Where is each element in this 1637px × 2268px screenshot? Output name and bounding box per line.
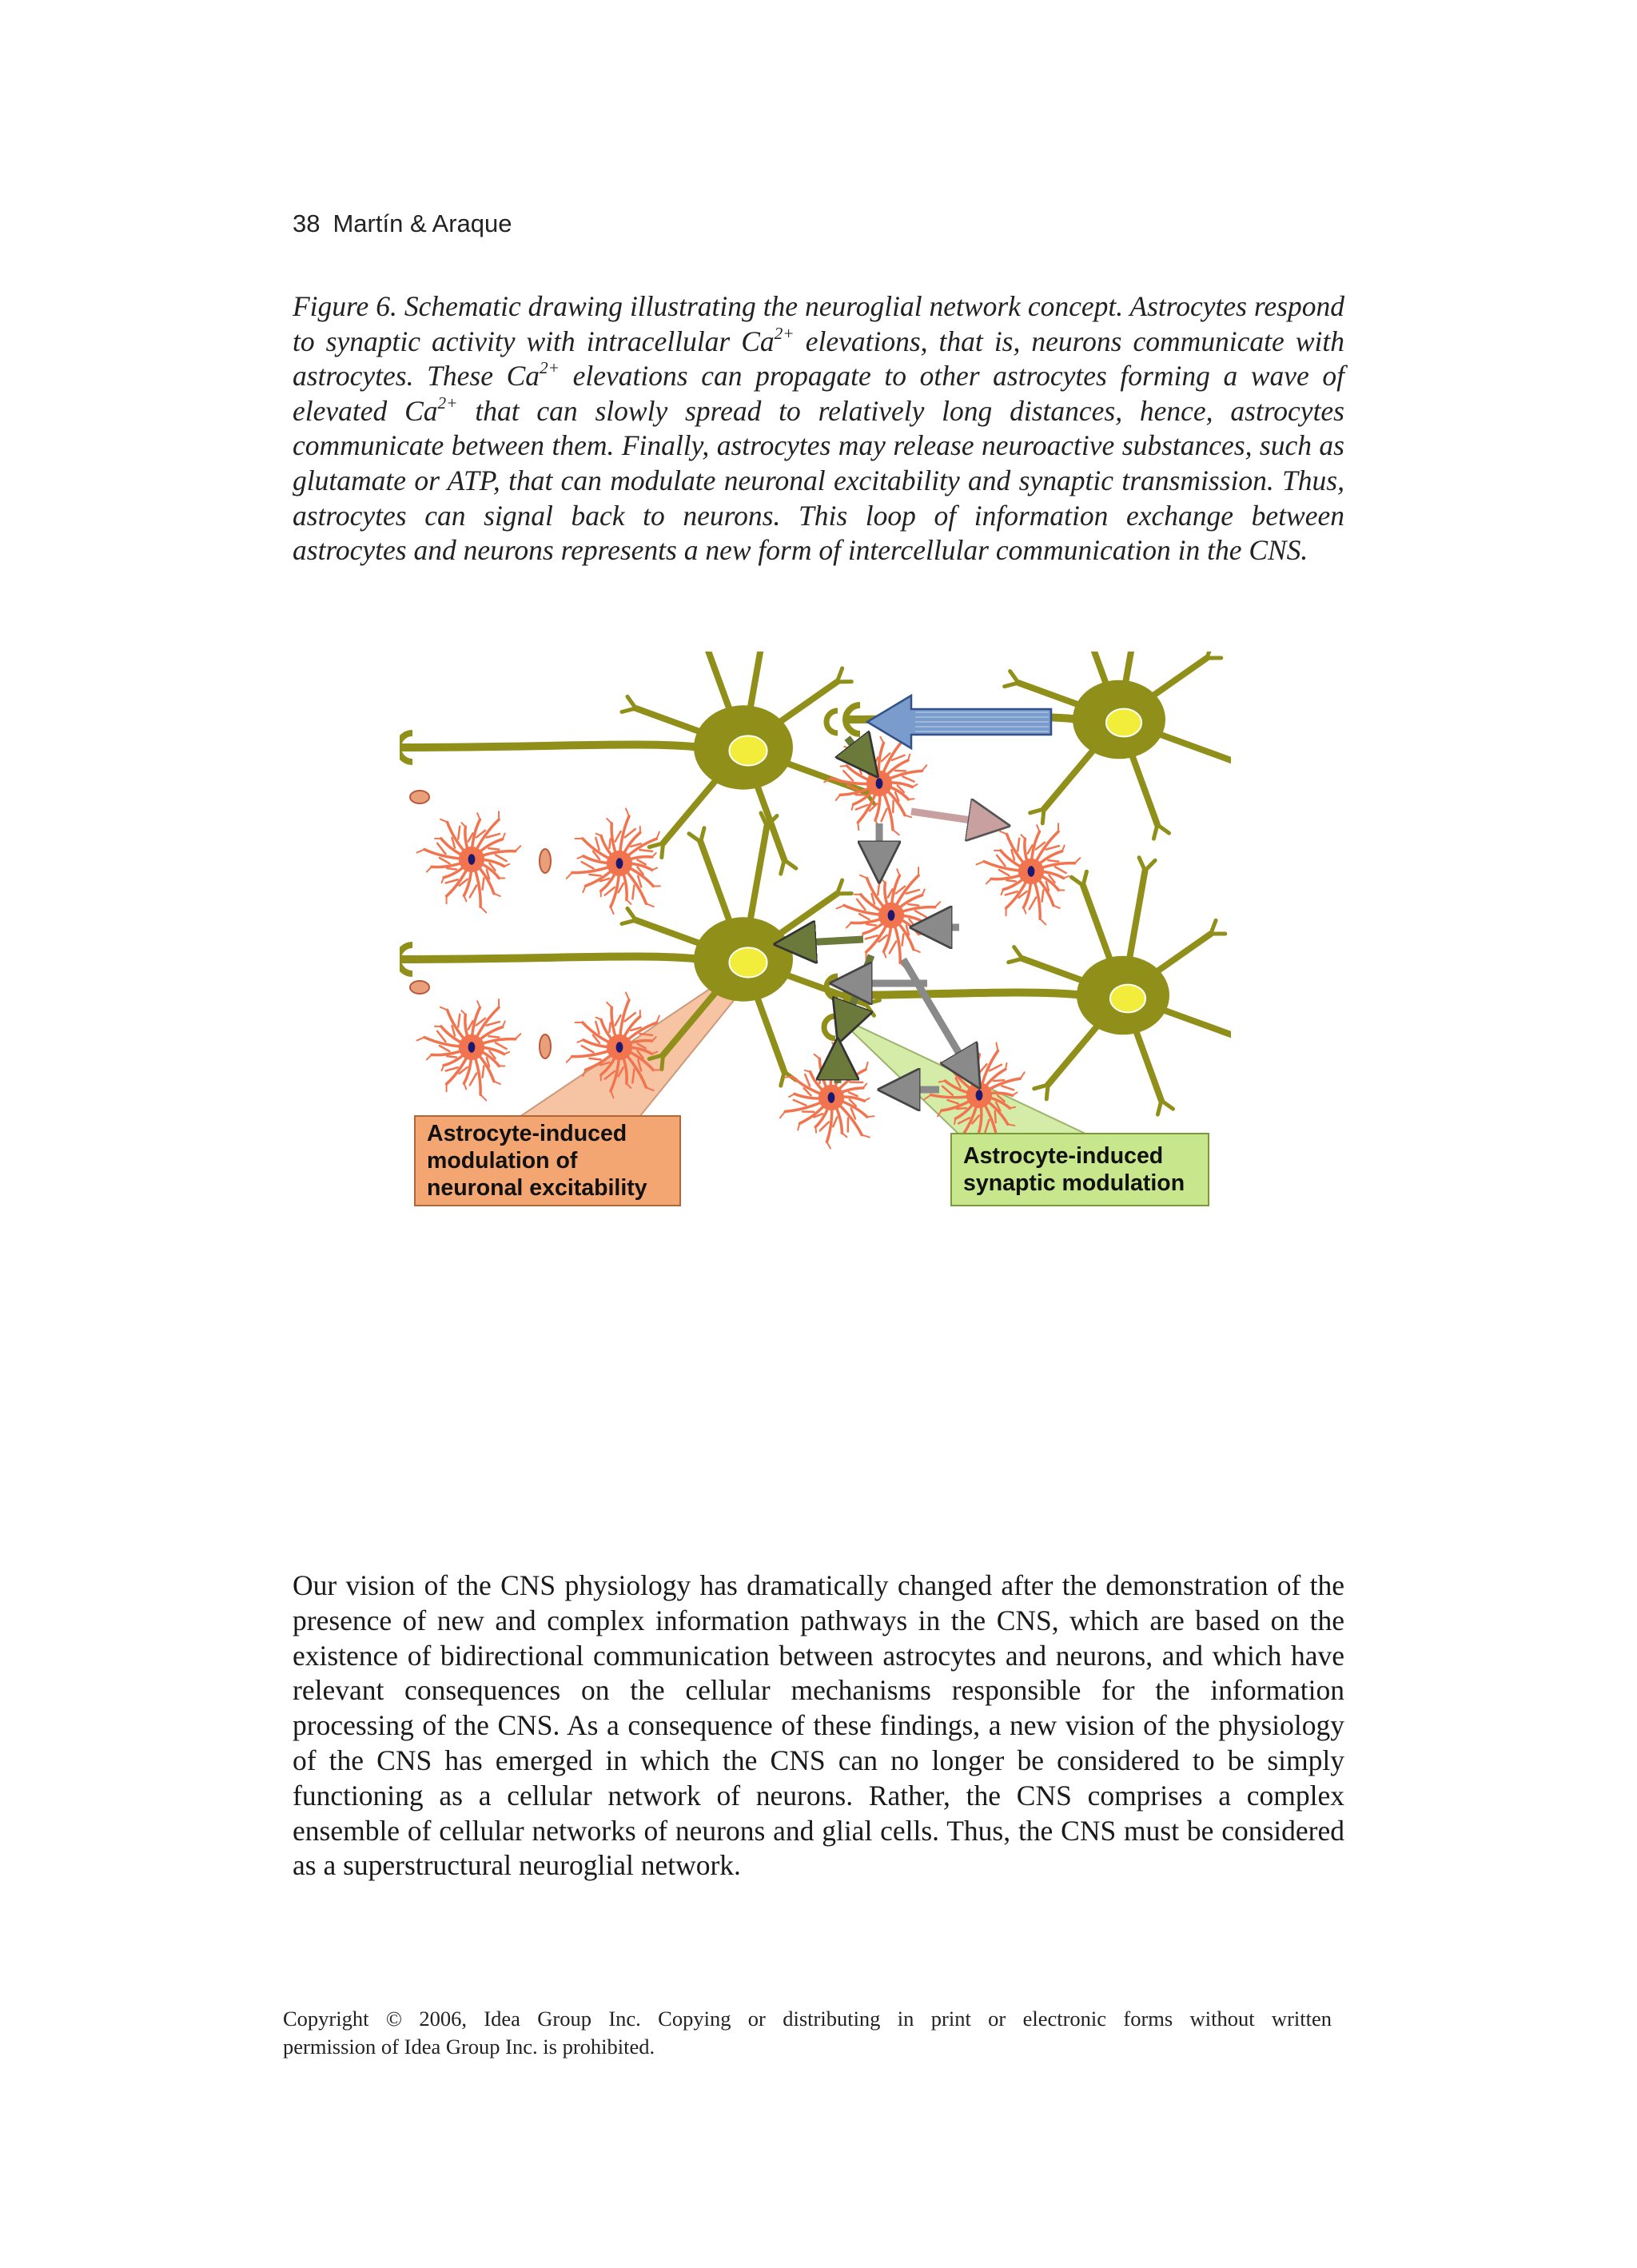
copyright-line-1: Copyright © 2006, Idea Group Inc. Copying or distributing in print or electronic forms without written bbox=[283, 2007, 1332, 2031]
neuron-top-left bbox=[400, 652, 879, 874]
label-excitability-line-3: neuronal excitability bbox=[427, 1175, 647, 1201]
body-paragraph: Our vision of the CNS physiology has dramatically changed after the demonstration of the presence of new and complex information pathways in the CNS, which are based on the existence of bidirectional communication between astrocytes and neurons, and which have relevant consequences on the cellular mechanisms responsible for the information processing of the CNS. As a consequence of these findings, a new vision of the physiology of the CNS has emerged in which the CNS can no longer be considered to be simply functioning as a cellular network of neurons. Rather, the CNS comprises a complex ensemble of cellular networks of neurons and glial cells. Thus, the CNS must be considered as a superstructural neuroglial network. bbox=[293, 1569, 1344, 1882]
gap-junction-2 bbox=[540, 1034, 551, 1058]
figure-caption bbox=[293, 289, 1344, 568]
astrocyte-endfoot-2 bbox=[410, 981, 429, 994]
astrocyte-1 bbox=[417, 811, 521, 912]
label-excitability-line-2: modulation of bbox=[427, 1148, 578, 1174]
caption-text-2: elevations, that is, neurons communicate with astrocytes. These Ca bbox=[293, 325, 1344, 393]
astrocyte-8 bbox=[780, 1042, 874, 1148]
caption-text-4: that can slowly spread to relatively long distances, hence, astrocytes communicate between them. Finally, astrocytes may release neuroactive substances, such as glutamate or ATP, that can modulate neuronal excitability and synaptic transmission. Thus, astrocytes can signal back to neurons. This loop of information exchange between astrocytes and neurons represents a new form of intercellular communication in the CNS. bbox=[293, 394, 1345, 567]
astrocyte-endfoot-1 bbox=[410, 791, 429, 803]
neuroglial-network-figure bbox=[400, 652, 1231, 1219]
label-synaptic-line-2: synaptic modulation bbox=[963, 1170, 1185, 1196]
label-synaptic-line-1: Astrocyte-induced bbox=[963, 1143, 1164, 1169]
gap-junction-1 bbox=[540, 849, 551, 873]
copyright-line-2: permission of Idea Group Inc. is prohibited. bbox=[283, 2035, 655, 2059]
caption-text-1: Figure 6. Schematic drawing illustrating the neuroglial network concept. Astrocytes respond to synaptic activity with intracellular Ca bbox=[293, 290, 1344, 357]
caption-superscript-1: 2+ bbox=[774, 323, 795, 343]
running-head bbox=[293, 209, 512, 238]
caption-superscript-2: 2+ bbox=[540, 358, 560, 378]
label-excitability-line-1: Astrocyte-induced bbox=[427, 1121, 627, 1146]
astrocyte-3 bbox=[417, 999, 521, 1100]
arrow-astrocyte-to-neuron bbox=[791, 939, 863, 943]
page-number: 38 bbox=[293, 209, 321, 237]
caption-text-3: elevations can propagate to other astrocytes forming a wave of elevated Ca bbox=[293, 360, 1345, 427]
running-head-authors: Martín & Araque bbox=[333, 209, 512, 237]
astrocyte-6 bbox=[977, 823, 1081, 924]
arrow-astro-wave-2 bbox=[911, 811, 993, 823]
synaptic-bouton-1 bbox=[826, 711, 838, 733]
astrocyte-7 bbox=[837, 867, 941, 968]
copyright-notice bbox=[283, 2005, 1332, 2061]
astrocyte-2 bbox=[567, 809, 660, 915]
label-neuronal-excitability bbox=[414, 1115, 681, 1206]
caption-superscript-3: 2+ bbox=[437, 393, 458, 413]
synaptic-bouton-3 bbox=[824, 1016, 835, 1038]
label-synaptic-modulation bbox=[950, 1133, 1209, 1206]
